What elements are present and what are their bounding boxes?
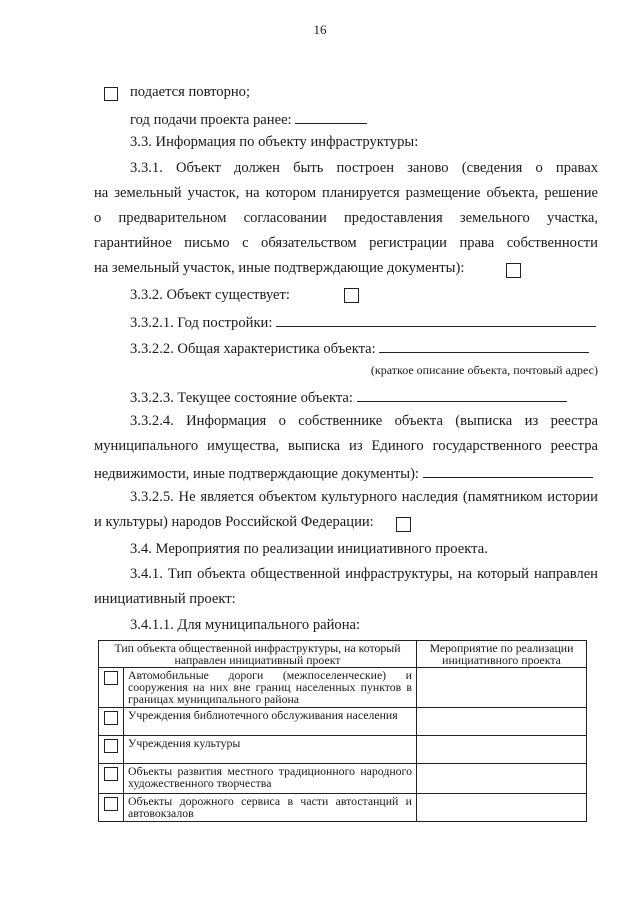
table-header-row (99, 641, 587, 668)
exists-checkbox[interactable] (344, 287, 359, 304)
p331-line-5: на земельный участок, иные подтверждающие документы): (94, 260, 465, 276)
row-object-type: Автомобильные дороги (межпоселенческие) и сооружения на них вне границ населенных пунктов в границах муниципального района (124, 668, 417, 708)
section-3-4-heading: 3.4. Мероприятия по реализации инициативного проекта. (130, 541, 488, 557)
p3324-line-2: муниципального имущества, выписка из Единого государственного реестра (94, 438, 598, 454)
resubmitted-label: подается повторно; (130, 84, 251, 100)
row-checkbox[interactable] (104, 739, 118, 753)
resubmitted-checkbox[interactable] (104, 85, 118, 102)
characteristic-label: 3.3.2.2. Общая характеристика объекта: (130, 341, 376, 357)
infrastructure-table (98, 640, 587, 822)
characteristic-field[interactable] (379, 338, 589, 353)
row-object-type: Учреждения культуры (124, 736, 417, 764)
row-event-cell[interactable] (417, 794, 587, 822)
row-event-cell[interactable] (417, 668, 587, 708)
owner-info-field[interactable] (423, 463, 593, 478)
row-checkbox-cell[interactable] (99, 794, 124, 822)
row-checkbox[interactable] (104, 797, 118, 811)
table-row (99, 708, 587, 736)
p3324-line-3 (94, 463, 598, 483)
table-row (99, 668, 587, 708)
row-object-type: Объекты развития местного традиционного народного художественного творчества (124, 764, 417, 794)
heritage-checkbox[interactable] (396, 516, 411, 533)
table-row (99, 764, 587, 794)
row-checkbox-cell[interactable] (99, 736, 124, 764)
p3325-line-2: и культуры) народов Российской Федерации: (94, 514, 374, 530)
row-event-cell[interactable] (417, 708, 587, 736)
p3324-line-1: 3.3.2.4. Информация о собственнике объекта (выписка из реестра (130, 413, 598, 429)
row-event-cell[interactable] (417, 736, 587, 764)
condition-field[interactable] (357, 387, 567, 402)
condition-label: 3.3.2.3. Текущее состояние объекта: (130, 390, 353, 406)
characteristic-row (130, 338, 589, 358)
p331-line-1: 3.3.1. Объект должен быть построен заново (сведения о правах (130, 160, 598, 176)
characteristic-note: (краткое описание объекта, почтовый адрес) (370, 363, 598, 377)
section-3-4-1-1-heading: 3.4.1.1. Для муниципального района: (130, 617, 361, 633)
prior-year-field[interactable] (295, 109, 367, 124)
build-year-label: 3.3.2.1. Год постройки: (130, 315, 273, 331)
build-year-row (130, 312, 596, 332)
table-row (99, 736, 587, 764)
page-number: 16 (313, 22, 327, 37)
row-object-type: Объекты дорожного сервиса в части автостанций и автовокзалов (124, 794, 417, 822)
p341-line-2: инициативный проект: (94, 591, 236, 607)
new-object-checkbox[interactable] (506, 262, 521, 279)
prior-year-row (130, 109, 367, 129)
row-checkbox[interactable] (104, 671, 118, 685)
section-3-3-heading: 3.3. Информация по объекту инфраструктуры: (130, 134, 419, 150)
p331-line-3: о предварительном согласовании предоставления земельного участка, (94, 210, 598, 226)
p341-line-1: 3.4.1. Тип объекта общественной инфраструктуры, на который направлен (130, 566, 598, 582)
row-checkbox[interactable] (104, 711, 118, 725)
exists-label: 3.3.2. Объект существует: (130, 287, 290, 303)
row-checkbox-cell[interactable] (99, 668, 124, 708)
p331-line-2: на земельный участок, на котором планируется размещение объекта, решение (94, 185, 598, 201)
row-event-cell[interactable] (417, 764, 587, 794)
header-object-type: Тип объекта общественной инфраструктуры, на который направлен инициативный проект (99, 641, 417, 668)
condition-row (130, 387, 567, 407)
row-checkbox-cell[interactable] (99, 708, 124, 736)
p331-line-4: гарантийное письмо с обязательством регистрации права собственности (94, 235, 598, 251)
header-event: Мероприятие по реализации инициативного проекта (417, 641, 587, 668)
p3325-line-1: 3.3.2.5. Не является объектом культурного наследия (памятником истории (130, 489, 598, 505)
owner-info-label: недвижимости, иные подтверждающие документы): (94, 466, 419, 482)
row-checkbox[interactable] (104, 767, 118, 781)
table-row (99, 794, 587, 822)
build-year-field[interactable] (276, 312, 596, 327)
row-checkbox-cell[interactable] (99, 764, 124, 794)
prior-year-label: год подачи проекта ранее: (130, 112, 292, 128)
row-object-type: Учреждения библиотечного обслуживания населения (124, 708, 417, 736)
